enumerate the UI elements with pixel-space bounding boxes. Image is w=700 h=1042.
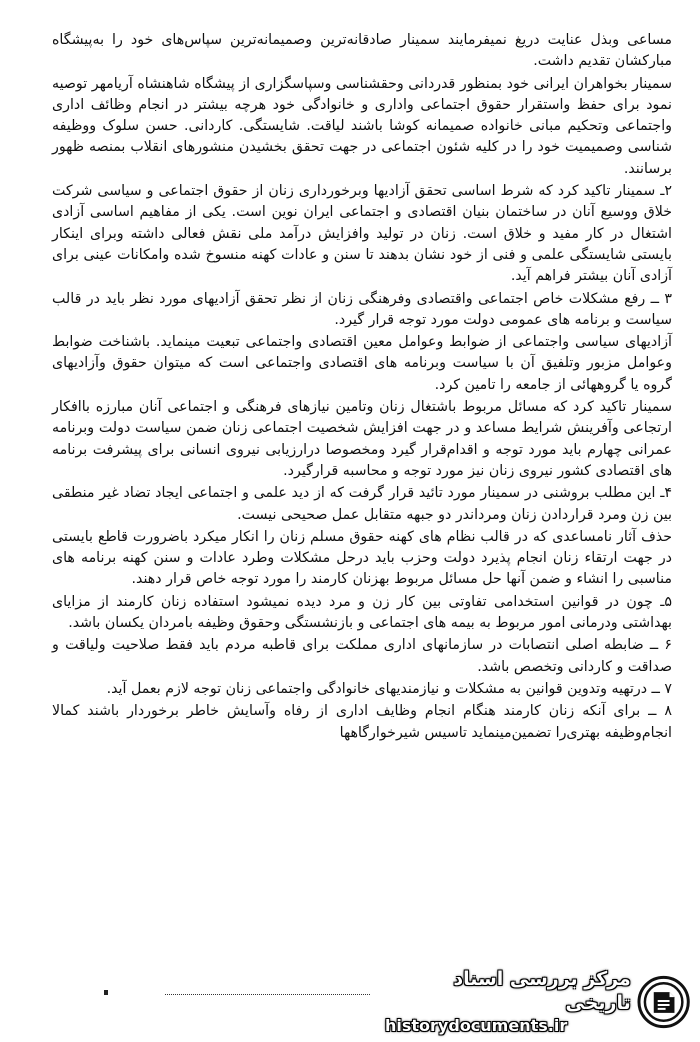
paragraph-item-7: ۷ ــ درتهیه وتدوین قوانین به مشکلات و نیازمندیهای خانوادگی واجتماعی زنان توجه لازم بعمل آید. [106, 680, 672, 697]
document-body [52, 30, 672, 744]
watermark-title: مرکز بررسی اسناد تاریخی [453, 968, 631, 1014]
paragraph-item-4: ۴ـ این مطلب بروشنی در سمینار مورد تائید قرار گرفت که از دید علمی و اجتماعی ایجاد تضاد غیر منطقی بین زن ومرد قراردادن زنان ومرداندر دو جبهه متقابل عمل صحیحی نیست. [52, 485, 672, 523]
paragraph-item-5: ۵ـ چون در قوانین استخدامی تفاوتی بین کار زن و مرد دیده نمیشود استفاده زنان کارمند از مزایای بهداشتی ودرمانی امور مربوط به بیمه های اجتماعی و بازنشستگی وحقوق وظیفه بامردان یکسان باشد. [52, 593, 672, 632]
paragraph-seminar-recommendation: سمینار بخواهران ایرانی خود بمنظور قدردانی وحقشناسی وسپاسگزاری از پیشگاه شاهنشاه آریامهر توصیه نمود برای حفظ واستقرار حقوق اجتماعی واداری و خانوادگی خود هرچه بیشتر در انجام وظائف اداری واجتماعی وتحکیم مبانی خانواده صمیمانه کوشا باشند لیاقت. شایستگی. کاردانی. حسن سلوک ووظیفه شناسی وصمیمیت خود را در کلیه شئون اجتماعی در جهت تحقق بخشیدن منشورهای انقلاب بمنصه ظهور برسانند. [52, 75, 672, 177]
paragraph-item-8: ۸ ــ برای آنکه زنان کارمند هنگام انجام وظایف اداری از رفاه وآسایش خاطر برخوردار باشند کماﻻ انجام‌وظیفه بهتری‌را تضمین‌مینماید تاسیس شیرخوارگاهها [52, 703, 672, 741]
paragraph-item-3: ۳ ــ رفع مشکلات خاص اجتماعی واقتصادی وفرهنگی زنان از نظر تحقق آزادیهای مورد نظر باید در قالب سیاست و برنامه های عمومی دولت مورد توجه قرار گیرد. [52, 290, 672, 328]
footer-rule [165, 994, 370, 995]
paragraph-item-6: ۶ ــ ضابطه اصلی انتصابات در سازمانهای اداری مملکت برای قاطبه مردم باید فقط صلاحیت ولیاقت و صداقت و کاردانی وتخصص باشد. [52, 637, 672, 675]
watermark-text [385, 967, 631, 1037]
paragraph-political-freedoms: آزادیهای سیاسی واجتماعی از ضوابط وعوامل معین اقتصادی واجتماعی تبعیت مینماید. باشناخت ضوابط وعوامل مزبور وتلفیق آن با سیاست وبرنامه های اقتصادی واجتماعی است که میتوان حقوق وآزادیهای گروه یا گروههائی از جامعه را تامین کرد. [52, 334, 672, 393]
watermark-url: historydocuments.ir [385, 1016, 568, 1035]
document-seal-icon [637, 975, 690, 1029]
paragraph-item-2: ۲ـ سمینار تاکید کرد که شرط اساسی تحقق آزادیها وبرخورداری زنان از حقوق اجتماعی و سیاسی شرکت خلاق ووسیع آنان در ساختمان بنیان اقتصادی و اجتماعی ایران نوین است. یکی از مفاهیم اساسی آزادی اشتغال در کار مفید و خلاق است. زنان در تولید وافزایش درآمد ملی نقش فعالی داشته وبرای اینکار بایستی شایستگی علمی و فنی از خود نشان بدهند تا سنن و عادات کهنه منسوخ شده وامکانات عینی برای آزادی آنان بیشتر فراهم آید. [52, 183, 672, 285]
footer-mark [104, 990, 108, 995]
paragraph-employment-emphasis: سمینار تاکید کرد که مسائل مربوط باشتغال زنان وتامین نیازهای فرهنگی و اجتماعی آنان مبارزه باافکار ارتجاعی وآفرینش شرایط مساعد و در جهت افزایش شخصیت اجتماعی زنان ضمن سیاست دولت وبرنامه عمرانی چهارم باید مورد توجه و اقدام‌قرار گیرد ومخصوصا درارزیابی نیروی انسانی برای پیشرفت برنامه های اقتصادی کشور نیروی زنان نیز مورد توجه و محاسبه قرارگیرد. [52, 399, 672, 479]
paragraph-removal-effects: حذف آثار نامساعدی که در قالب نظام های کهنه حقوق مسلم زنان را انکار میکرد باضرورت قاطع بایستی در جهت ارتقاء زنان انجام پذیرد دولت وحزب باید درحل مشکلات وطرد عادات و سنن کهنه برنامه های مناسبی را انشاء و ضمن آنها حل مسائل مربوط بهزنان کارمند را مورد توجه خاص قرار دهند. [52, 528, 672, 588]
watermark [385, 968, 690, 1035]
paragraph-intro-closing: مساعی وبذل عنایت دریغ نمیفرمایند سمینار صادقانه‌ترین وصمیمانه‌ترین سپاس‌های خود را به‌پیشگاه مبارکشان تقدیم داشت. [52, 32, 672, 70]
